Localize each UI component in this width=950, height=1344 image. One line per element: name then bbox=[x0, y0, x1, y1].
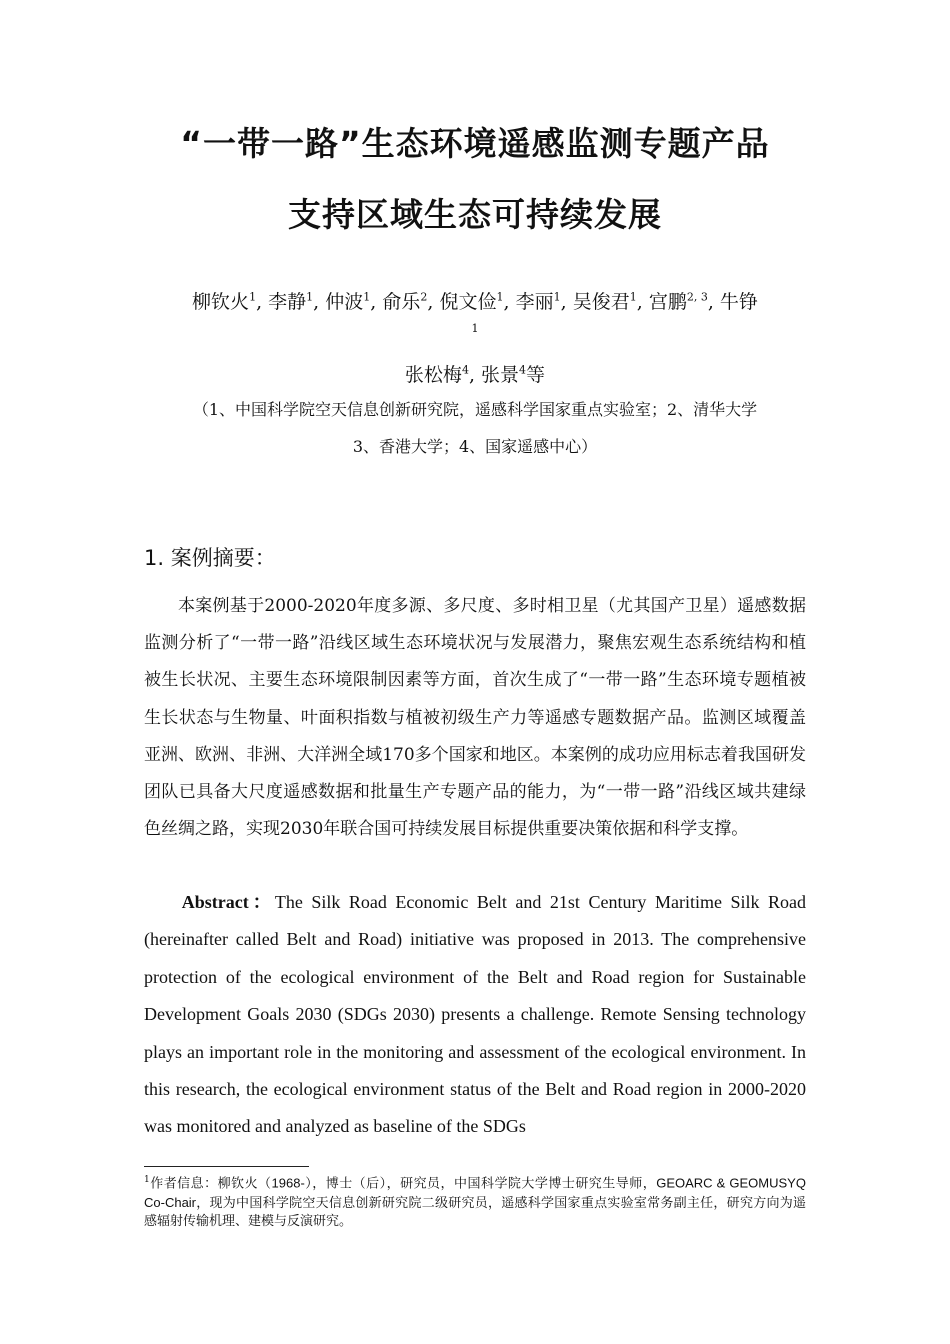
footnote-text-3: ，现为中国科学院空天信息创新研究院二级研究员，遥感科学国家重点实验室常务副主任，研究方向为遥感辐射传输机理、建模与反演研究。 bbox=[144, 1195, 806, 1230]
footnote-divider bbox=[144, 1166, 309, 1167]
author-name: 张景 bbox=[481, 364, 520, 386]
section-heading: 1. 案例摘要： bbox=[144, 546, 276, 570]
author-affiliation-sup-wrapped: 1 bbox=[471, 322, 479, 335]
author-name: 俞乐 bbox=[382, 291, 421, 313]
author bbox=[720, 291, 758, 313]
author-name: 李丽 bbox=[515, 291, 554, 313]
abstract-label: Abstract： bbox=[181, 892, 275, 912]
author-affiliation-sup: 4 bbox=[519, 363, 527, 377]
author-affiliation-sup: 1 bbox=[306, 290, 314, 304]
affiliation-line-1: （1、中国科学院空天信息创新研究院，遥感科学国家重点实验室；2、清华大学 bbox=[192, 400, 758, 419]
abstract-english-text: The Silk Road Economic Belt and 21st Century Maritime Silk Road (hereinafter called Belt and Road) initiative was proposed in 2013. The comprehensive protection of the ecological environment of the Belt and Road region for Sustainable Development Goals 2030 (SDGs 2030) presents a challenge. Remote Sensing technology plays an important role in the monitoring and assessment of the ecological environment. In this research, the ecological environment status of the Belt and Road region in 2000-2020 was monitored and analyzed as baseline of the SDGs bbox=[144, 892, 806, 1137]
author-name: 张松梅 bbox=[404, 364, 462, 386]
author bbox=[439, 291, 503, 313]
abstract-english bbox=[144, 884, 806, 1146]
author-name: 柳钦火 bbox=[192, 291, 250, 313]
author-list-line-1: 柳钦火$^1$, 李静$^1$, 仲波$^1$, 俞乐$^2$, 倪文俭$^1$, 李丽$^1$, 吴俊君$^1$, 宫鹏$^{2, 3}$, 牛铮 bbox=[192, 290, 758, 313]
author-affiliation-sup: 1 bbox=[629, 290, 637, 304]
author bbox=[573, 291, 637, 313]
author-affiliation-sup: 1 bbox=[249, 290, 257, 304]
affiliation-line-2: 3、香港大学；4、国家遥感中心） bbox=[352, 437, 598, 456]
footnote-year: 1968- bbox=[271, 1175, 305, 1191]
author-name: 倪文俭 bbox=[439, 291, 497, 313]
footnote bbox=[144, 1171, 806, 1232]
author bbox=[516, 291, 561, 313]
author bbox=[481, 364, 526, 386]
abstract-chinese: 本案例基于2000-2020年度多源、多尺度、多时相卫星（尤其国产卫星）遥感数据监测分析了“一带一路”沿线区域生态环境状况与发展潜力，聚焦宏观生态系统结构和植被生长状况、主要生态环境限制因素等方面，首次生成了“一带一路”生态环境专题植被生长状态与生物量、叶面积指数与植被初级生产力等遥感专题数据产品。监测区域覆盖亚洲、欧洲、非洲、大洋洲全域170多个国家和地区。本案例的成功应用标志着我国研发团队已具备大尺度遥感数据和批量生产专题产品的能力，为“一带一路”沿线区域共建绿色丝绸之路，实现2030年联合国可持续发展目标提供重要决策依据和科学支撑。 bbox=[144, 596, 806, 840]
author-name: 吴俊君 bbox=[572, 291, 630, 313]
author-affiliation-sup: 1 bbox=[496, 290, 504, 304]
author-affiliation-sup: 1 bbox=[363, 290, 371, 304]
author-affiliation-sup: 2 bbox=[420, 290, 428, 304]
paper-title-line-1: “一带一路”生态环境遥感监测专题产品 bbox=[180, 124, 770, 163]
author bbox=[649, 291, 708, 313]
author bbox=[405, 364, 469, 386]
author bbox=[192, 291, 256, 313]
author-affiliation-sup: 4 bbox=[461, 363, 469, 377]
footnote-text-2: ），博士（后），研究员，中国科学院大学博士研究生导师， bbox=[304, 1176, 657, 1192]
author-name: 宫鹏 bbox=[648, 291, 687, 313]
author-affiliation-sup: 2, 3 bbox=[686, 290, 708, 304]
author bbox=[325, 291, 370, 313]
paper-title-line-2: 支持区域生态可持续发展 bbox=[288, 195, 662, 234]
author bbox=[382, 291, 427, 313]
footnote-text-1: 作者信息：柳钦火（ bbox=[149, 1176, 272, 1192]
author-list-line-2: 张松梅$^4$, 张景$^4$等 bbox=[404, 363, 546, 386]
author-affiliation-sup: 1 bbox=[553, 290, 561, 304]
author-name: 仲波 bbox=[325, 291, 364, 313]
footnote-marker: 1 bbox=[144, 1175, 150, 1185]
author-name: 李静 bbox=[268, 291, 307, 313]
author-name: 牛铮 bbox=[719, 291, 758, 313]
author bbox=[268, 291, 313, 313]
author-etc: 等 bbox=[526, 364, 546, 386]
footnote-org: GEOARC & GEOMUSYQ Co-Chair bbox=[144, 1175, 806, 1210]
